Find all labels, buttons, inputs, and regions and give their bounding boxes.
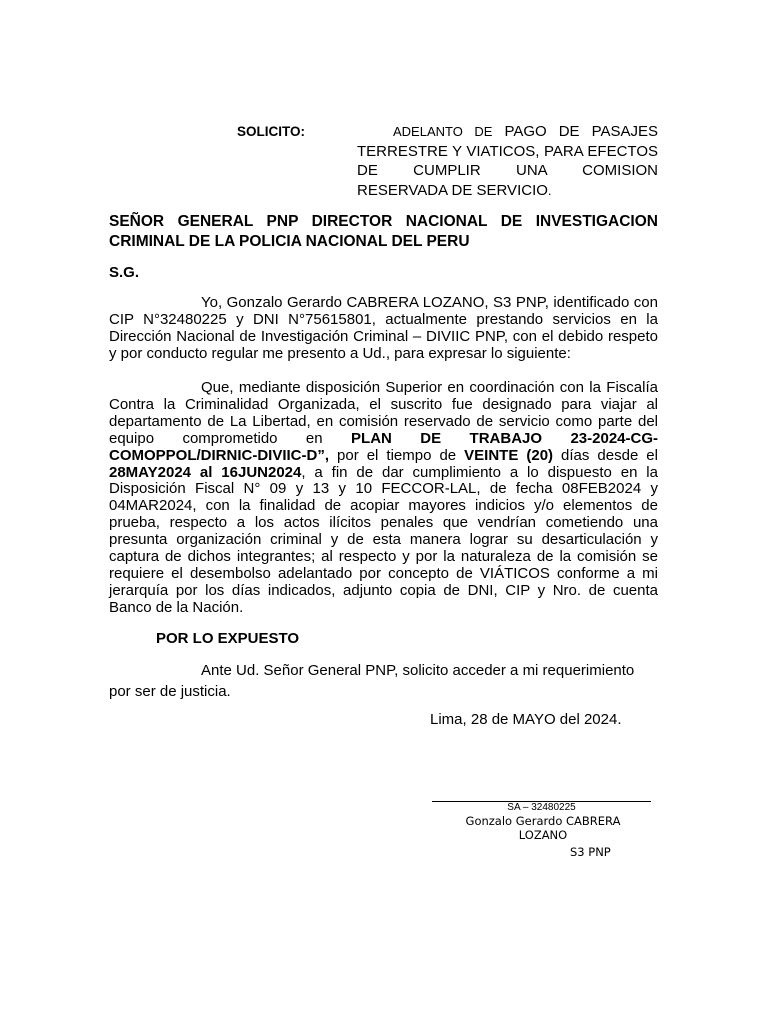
paragraph-body — [109, 380, 658, 617]
signature-name: Gonzalo Gerardo CABRERA LOZANO — [465, 814, 621, 842]
body-text-2: por el tiempo de — [329, 446, 465, 464]
body-days-count: VEINTE (20) — [464, 446, 554, 464]
paragraph-request: Ante Ud. Señor General PNP, solicito acceder a mi requerimiento por ser de justicia. — [109, 662, 635, 700]
body-date-range: 28MAY2024 al 16JUN2024 — [109, 463, 302, 481]
body-text-1: Que, mediante disposición Superior en coordinación con la Fiscalía Contra la Criminalidad Organizada, el suscrito fue designado para viajar al departamento de La Libertad, en comisión reservado de servicio como parte del equipo comprometido en — [109, 379, 658, 447]
solicito-period: . — [547, 182, 552, 198]
solicito-label: SOLICITO: — [237, 124, 306, 139]
solicito-text-small: ADELANTO DE — [393, 124, 493, 139]
body-plan-trabajo: PLAN DE TRABAJO 23-2024-CG-COMOPPOL/DIRNIC-DIVIIC-D”, — [109, 429, 658, 464]
solicito-text-main: PAGO DE PASAJES TERRESTRE Y VIATICOS, PARA EFECTOS DE CUMPLIR UNA COMISION RESERVADA DE SERVICIO — [357, 123, 658, 199]
paragraph-introduction: Yo, Gonzalo Gerardo CABRERA LOZANO, S3 PNP, identificado con CIP N°32480225 y DNI N°75615801, actualmente prestando servicios en la Dirección Nacional de Investigación Criminal – DIVIIC PNP, con el debido respeto y por conducto regular me presento a Ud., para expresar lo siguiente: — [109, 294, 658, 362]
signature-sa-number: SA – 32480225 — [507, 802, 576, 813]
salutation: S.G. — [109, 264, 140, 281]
date-line: Lima, 28 de MAYO del 2024. — [430, 711, 622, 728]
signature-rank: S3 PNP — [570, 845, 611, 859]
body-text-3: días desde el — [553, 446, 658, 464]
por-lo-expuesto-heading: POR LO EXPUESTO — [156, 630, 300, 647]
solicito-text — [357, 122, 658, 200]
addressee-heading: SEÑOR GENERAL PNP DIRECTOR NACIONAL DE INVESTIGACION CRIMINAL DE LA POLICIA NACIONAL DEL PERU — [109, 213, 658, 250]
body-text-4: , a fin de dar cumplimiento a lo dispuesto en la Disposición Fiscal N° 09 y 13 y 10 FECCOR-LAL, de fecha 08FEB2024 y 04MAR2024, con la finalidad de acopiar mayores indicios y/o elementos de prueba, respecto a los actos ilícitos penales que vendrían cometiendo una presunta organización criminal y de esta manera lograr su desarticulación y captura de dichos integrantes; al respecto y por la naturaleza de la comisión se requiere el desembolso adelantado por concepto de VIÁTICOS conforme a mi jerarquía por los días indicados, adjunto copia de DNI, CIP y Nro. de cuenta Banco de la Nación. — [109, 463, 658, 616]
